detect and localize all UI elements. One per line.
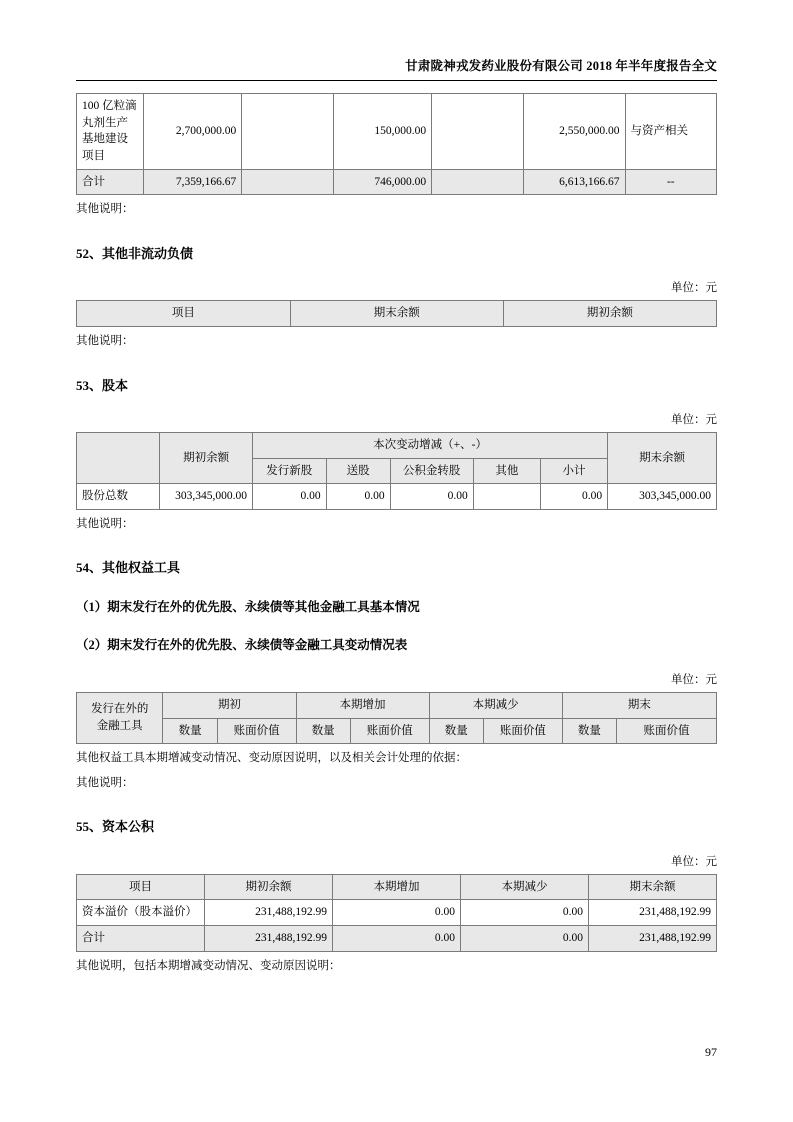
section-note-53: 其他说明： (76, 517, 134, 530)
header-title: 甘肃陇神戎发药业股份有限公司 2018 年半年度报告全文 (405, 59, 717, 73)
column-header-other: 其他 (473, 458, 540, 484)
cell-value: 2,550,000.00 (523, 94, 625, 170)
table-header-row (77, 432, 717, 458)
cell-row-label: 股份总数 (77, 484, 160, 510)
cell-item-label: 资本溢价（股本溢价） (77, 900, 205, 926)
column-header-bonus: 送股 (326, 458, 390, 484)
column-header: 期末余额 (589, 874, 717, 900)
capital-reserve-table (76, 874, 717, 952)
cell-value: 6,613,166.67 (523, 169, 625, 195)
column-header-book-value: 账面价值 (617, 718, 717, 744)
cell-value: 0.00 (461, 926, 589, 952)
column-header-group-increase: 本期增加 (296, 692, 429, 718)
unit-label-54: 单位：元 (671, 673, 717, 686)
column-header-group-end: 期末 (562, 692, 716, 718)
other-noncurrent-liabilities-table (76, 300, 717, 327)
column-header-book-value: 账面价值 (217, 718, 296, 744)
cell-total-label: 合计 (77, 926, 205, 952)
cell-value: 231,488,192.99 (205, 926, 333, 952)
cell-relation: 与资产相关 (625, 94, 716, 170)
column-header-book-value: 账面价值 (484, 718, 563, 744)
column-header-begin: 期初余额 (160, 432, 253, 483)
section-note-52: 其他说明： (76, 334, 134, 347)
cell-reserve: 0.00 (390, 484, 473, 510)
page-content (76, 81, 717, 976)
table-header-row (77, 692, 717, 718)
cell-value: 0.00 (333, 926, 461, 952)
column-header: 项目 (77, 874, 205, 900)
subsection-title-54-1: （1）期末发行在外的优先股、永续债等其他金融工具基本情况 (76, 599, 420, 614)
column-header: 期初余额 (205, 874, 333, 900)
column-header-reserve: 公积金转股 (390, 458, 473, 484)
column-header: 项目 (77, 301, 291, 327)
share-capital-table (76, 432, 717, 510)
section-title-55: 55、资本公积 (76, 819, 155, 835)
page-number: 97 (705, 1045, 717, 1059)
subsection-title-54-2: （2）期末发行在外的优先股、永续债等金融工具变动情况表 (76, 638, 408, 653)
column-header-group-change: 本次变动增减（+、-） (252, 432, 607, 458)
section-title-54: 54、其他权益工具 (76, 560, 181, 576)
unit-label-52: 单位：元 (671, 282, 717, 295)
column-header-subtotal: 小计 (540, 458, 607, 484)
section-note-54-2: 其他说明： (76, 776, 134, 789)
cell-value: 2,700,000.00 (143, 94, 241, 170)
table-row (77, 94, 717, 170)
section-note-54-1: 其他权益工具本期增减变动情况、变动原因说明，以及相关会计处理的依据： (76, 752, 467, 765)
cell-value (432, 94, 523, 170)
page-header (76, 0, 717, 74)
continued-subsidy-table (76, 93, 717, 195)
other-equity-instruments-table (76, 692, 717, 744)
table-subheader-row (77, 718, 717, 744)
cell-begin-balance: 303,345,000.00 (160, 484, 253, 510)
continued-table-note: 其他说明： (76, 203, 134, 216)
cell-value: 231,488,192.99 (589, 926, 717, 952)
column-header-blank (77, 432, 160, 483)
table-header-row (77, 874, 717, 900)
unit-label-53: 单位：元 (671, 413, 717, 426)
cell-bonus: 0.00 (326, 484, 390, 510)
unit-label-55: 单位：元 (671, 855, 717, 868)
column-header-qty: 数量 (163, 718, 217, 744)
cell-subtotal: 0.00 (540, 484, 607, 510)
cell-value: 231,488,192.99 (589, 900, 717, 926)
cell-relation: -- (625, 169, 716, 195)
column-header: 期末余额 (290, 301, 503, 327)
instrument-label-line2: 金融工具 (96, 720, 143, 733)
column-header: 本期减少 (461, 874, 589, 900)
section-title-52: 52、其他非流动负债 (76, 245, 194, 261)
cell-value (432, 169, 523, 195)
cell-other (473, 484, 540, 510)
cell-value (242, 94, 333, 170)
column-header-group-decrease: 本期减少 (429, 692, 562, 718)
column-header-new-shares: 发行新股 (252, 458, 326, 484)
column-header-book-value: 账面价值 (350, 718, 429, 744)
column-header-qty: 数量 (562, 718, 616, 744)
instrument-label-line1: 发行在外的 (90, 703, 149, 716)
table-header-row (77, 301, 717, 327)
cell-value: 0.00 (333, 900, 461, 926)
cell-value: 746,000.00 (333, 169, 431, 195)
cell-total-label: 合计 (77, 169, 144, 195)
table-row (77, 484, 717, 510)
column-header-qty: 数量 (296, 718, 350, 744)
cell-new-shares: 0.00 (252, 484, 326, 510)
cell-project-name: 100 亿粒滴丸剂生产基地建设项目 (77, 94, 144, 170)
cell-value: 7,359,166.67 (143, 169, 241, 195)
column-header-qty: 数量 (429, 718, 483, 744)
column-header-group-begin: 期初 (163, 692, 296, 718)
table-row-total (77, 926, 717, 952)
section-note-55: 其他说明，包括本期增减变动情况、变动原因说明： (76, 959, 341, 972)
cell-value (242, 169, 333, 195)
cell-end-balance: 303,345,000.00 (608, 484, 717, 510)
section-title-53: 53、股本 (76, 377, 129, 393)
column-header-end: 期末余额 (608, 432, 717, 483)
column-header: 本期增加 (333, 874, 461, 900)
column-header: 期初余额 (503, 301, 716, 327)
cell-value: 231,488,192.99 (205, 900, 333, 926)
cell-value: 150,000.00 (333, 94, 431, 170)
cell-value: 0.00 (461, 900, 589, 926)
table-row (77, 900, 717, 926)
column-header-instrument (77, 692, 163, 743)
table-row-total (77, 169, 717, 195)
